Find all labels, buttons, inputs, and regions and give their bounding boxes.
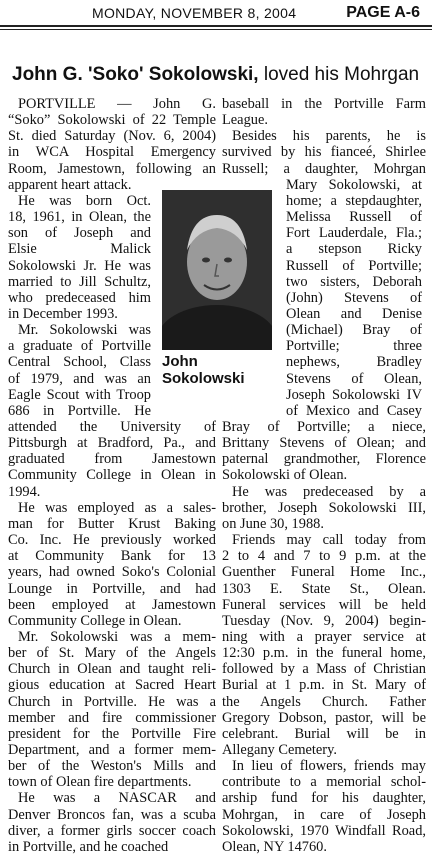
portrait-image: [162, 190, 272, 350]
text-line: Central School, Class: [8, 354, 151, 371]
text-line: Russell of Portville;: [286, 257, 422, 274]
text-line: (Michael) Bray of: [286, 322, 422, 339]
text-line: PORTVILLE — John G.: [18, 96, 216, 112]
text-line: Friends may call today from: [232, 532, 426, 549]
text-line: two sisters, Deborah: [286, 273, 422, 290]
text-line: apparent heart attack.: [8, 176, 132, 193]
text-line: In lieu of flowers, friends may: [232, 758, 426, 775]
headline-tail: loved his Mohrgan: [258, 64, 420, 85]
text-line: Allegany Cemetery.: [222, 742, 337, 758]
text-line: married to Jill Schultz,: [8, 273, 151, 290]
text-line: Brittany Stevens of Olean; and: [222, 435, 426, 452]
text-line: 1994.: [8, 483, 41, 500]
text-line: of Mexico and Casey: [286, 402, 422, 419]
text-line: He was employed as a sales-: [18, 499, 216, 516]
header-rule-thin: [0, 29, 432, 30]
text-line: Melissa Russell of: [286, 209, 422, 226]
text-line: 686 in Portville. He: [8, 402, 151, 419]
text-line: Bray of Portville; a niece,: [222, 419, 426, 435]
text-line: Eagle Scout with Troop: [8, 386, 151, 403]
text-line: son of Joseph and: [8, 225, 151, 242]
text-line: Sokolowski, 1970 Windfall Road,: [222, 822, 426, 839]
text-line: Joseph Sokolowski IV: [286, 386, 422, 403]
text-line: He was born Oct.: [18, 192, 151, 209]
text-line: Community College in Olean.: [8, 612, 182, 629]
headline-name: John G. 'Soko' Sokolowski,: [12, 64, 259, 85]
text-line: nephews, Bradley: [286, 354, 422, 371]
text-line: Lounge in Portville, and had: [8, 580, 216, 597]
text-line: League.: [222, 112, 268, 129]
caption-last-name: Sokolowski: [162, 370, 245, 387]
text-line: ber of St. Mary of the Angels: [8, 645, 216, 662]
text-line: ning with a prayer service at: [222, 628, 426, 645]
text-line: a graduate of Portville: [8, 338, 151, 355]
text-line: Pittsburgh at Bradford, Pa., and: [8, 435, 216, 452]
photo-caption: [162, 353, 245, 387]
text-line: Tuesday (Nov. 9, 2004) begin-: [222, 612, 426, 629]
text-line: home; a stepdaughter,: [286, 192, 422, 209]
text-line: Sokolowski of Olean.: [222, 467, 348, 484]
text-line: attended the University of: [8, 419, 216, 435]
text-line: gious education at Sacred Heart: [8, 677, 216, 694]
text-line: the Angels Church. Father: [222, 693, 426, 710]
text-line: Olean, NY 14760.: [222, 838, 327, 855]
obituary-headline: [12, 64, 419, 86]
text-line: 1303 E. State St., Olean.: [222, 580, 426, 597]
text-line: St. died Saturday (Nov. 6, 2004): [8, 128, 216, 145]
text-line: in WCA Hospital Emergency: [8, 144, 216, 161]
header-rule: [0, 25, 432, 27]
text-line: of 1979, and was an: [8, 370, 151, 387]
text-line: in Portville, and he coached: [8, 838, 169, 855]
caption-first-name: John: [162, 353, 198, 370]
text-line: at Community Bank for 13: [8, 548, 216, 565]
text-line: Sokolowski Jr. He was: [8, 257, 151, 274]
text-line: member and fire commissioner: [8, 709, 216, 726]
text-line: contribute to a memorial schol-: [222, 774, 426, 791]
text-line: Burial at 1 p.m. in St. Mary of: [222, 677, 426, 694]
text-line: on June 30, 1988.: [222, 515, 324, 532]
text-line: in December 1993.: [8, 305, 118, 322]
page-number: PAGE A-6: [346, 4, 420, 21]
text-line: baseball in the Portville Farm: [222, 96, 426, 112]
text-line: Denver Broncos fan, was a scuba: [8, 806, 216, 823]
text-line: Room, Jamestown, following an: [8, 160, 216, 177]
text-line: 18, 1961, in Olean, the: [8, 209, 151, 226]
text-line: survived by his fianceé, Shirlee: [222, 144, 426, 161]
page-header: [0, 0, 432, 24]
text-line: Mr. Sokolowski was: [18, 322, 151, 339]
text-line: followed by a Mass of Christian: [222, 661, 426, 678]
text-line: a stepson Ricky: [286, 241, 422, 258]
text-line: Mr. Sokolowski was a mem-: [18, 628, 216, 645]
text-line: Department, and a former mem-: [8, 742, 216, 758]
text-line: Gregory Dobson, pastor, will be: [222, 709, 426, 726]
text-line: Russell; a daughter, Mohrgan: [222, 160, 426, 177]
text-line: Elsie Malick: [8, 241, 151, 258]
text-line: ber of the Weston's Mills and: [8, 758, 216, 775]
text-line: brother, Joseph Sokolowski III,: [222, 499, 426, 516]
portrait-photo: [162, 190, 272, 350]
issue-date: MONDAY, NOVEMBER 8, 2004: [92, 5, 297, 21]
text-line: Mohrgan, in care of Joseph: [222, 806, 426, 823]
text-line: He was predeceased by a: [232, 483, 426, 500]
text-line: president for the Portville Fire: [8, 725, 216, 742]
text-line: Stevens of Olean,: [286, 370, 422, 387]
text-line: Besides his parents, he is: [232, 128, 426, 145]
text-line: Fort Lauderdale, Fla.;: [286, 225, 422, 242]
text-line: town of Olean fire departments.: [8, 774, 192, 791]
text-line: Portville; three: [286, 338, 422, 355]
text-line: Co. Inc. He previously worked: [8, 532, 216, 549]
text-line: diver, a former girls soccer coach: [8, 822, 216, 839]
text-line: paternal grandmother, Florence: [222, 451, 426, 468]
text-line: who predeceased him: [8, 289, 151, 306]
text-line: Guenther Funeral Home Inc.,: [222, 564, 426, 581]
text-line: graduated from Jamestown: [8, 451, 216, 468]
text-line: Church in Olean and taught reli-: [8, 661, 216, 678]
text-line: arship fund for his daughter,: [222, 790, 426, 807]
text-line: been employed at Jamestown: [8, 596, 216, 613]
text-line: celebrant. Burial will be in: [222, 725, 426, 742]
text-line: 12:30 p.m. in the funeral home,: [222, 645, 426, 662]
text-line: (John) Stevens of: [286, 289, 422, 306]
text-line: Olean and Denise: [286, 305, 422, 322]
text-line: Community College in Olean in: [8, 467, 216, 484]
text-line: Church in Portville. He was a: [8, 693, 216, 710]
text-line: man for Butter Krust Baking: [8, 515, 216, 532]
text-line: Funeral services will be held: [222, 596, 426, 613]
text-line: He was a NASCAR and: [18, 790, 216, 807]
text-line: 2 to 4 and 7 to 9 p.m. at the: [222, 548, 426, 565]
text-line: Mary Sokolowski, at: [286, 176, 422, 193]
text-line: years, had owned Soko's Colonial: [8, 564, 216, 581]
text-line: “Soko” Sokolowski of 22 Temple: [8, 112, 216, 129]
